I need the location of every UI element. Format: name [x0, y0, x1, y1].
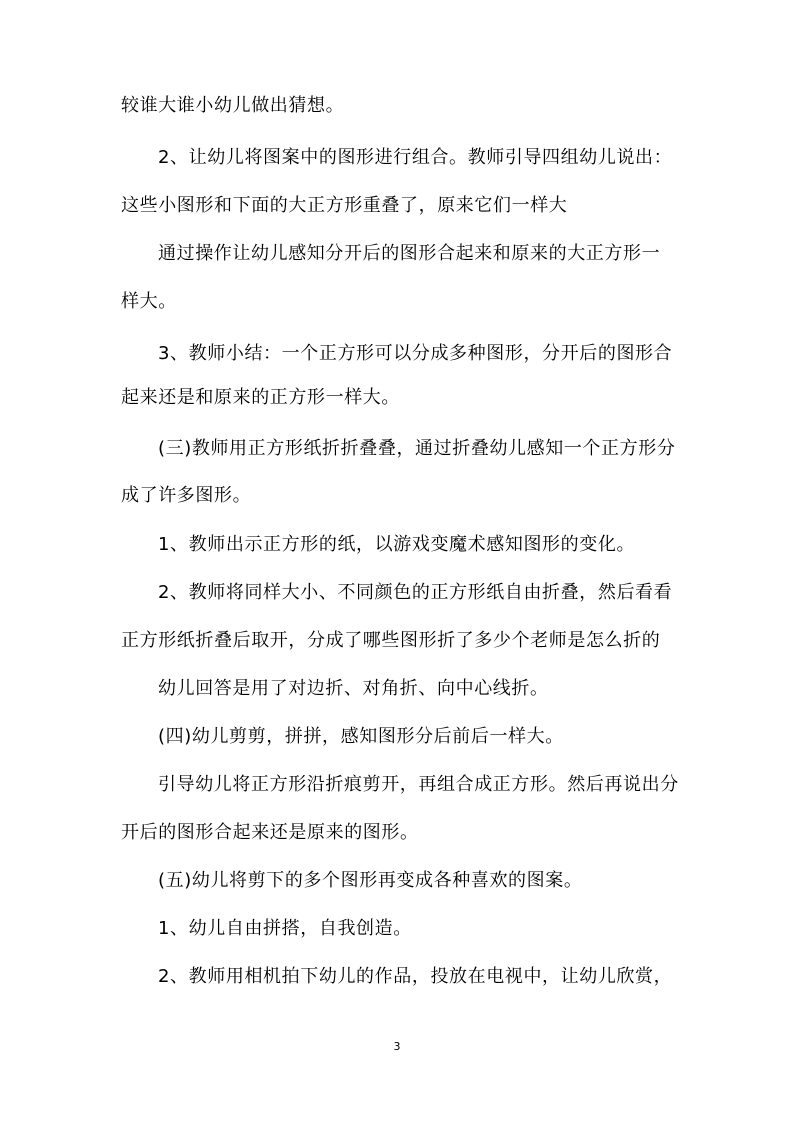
page-number: 3: [393, 1040, 401, 1053]
text-line: 引导幼儿将正方形沿折痕剪开，再组合成正方形。然后再说出分: [158, 774, 679, 795]
text-line: 通过操作让幼儿感知分开后的图形合起来和原来的大正方形一: [158, 243, 661, 264]
text-line: 2、教师将同样大小、不同颜色的正方形纸自由折叠，然后看看: [158, 582, 673, 603]
text-line: 3、教师小结：一个正方形可以分成多种图形，分开后的图形合: [158, 343, 673, 364]
text-line: (四)幼儿剪剪，拼拼，感知图形分后前后一样大。: [158, 726, 564, 747]
text-line: 开后的图形合起来还是原来的图形。: [121, 822, 419, 843]
text-line: 起来还是和原来的正方形一样大。: [121, 387, 400, 408]
text-line: 正方形纸折叠后取开，分成了哪些图形折了多少个老师是怎么折的: [121, 630, 661, 651]
text-line: 成了许多图形。: [121, 485, 252, 506]
text-line: (五)幼儿将剪下的多个图形再变成各种喜欢的图案。: [158, 870, 583, 891]
text-line: (三)教师用正方形纸折折叠叠，通过折叠幼儿感知一个正方形分: [158, 438, 676, 459]
text-line: 2、让幼儿将图案中的图形进行组合。教师引导四组幼儿说出：: [158, 147, 673, 168]
text-line: 2、教师用相机拍下幼儿的作品，投放在电视中，让幼儿欣赏，: [158, 966, 673, 987]
text-line: 样大。: [121, 291, 177, 312]
text-line: 这些小图形和下面的大正方形重叠了，原来它们一样大: [121, 195, 568, 216]
text-line: 幼儿回答是用了对边折、对角折、向中心线折。: [158, 678, 549, 699]
text-line: 1、幼儿自由拼搭，自我创造。: [158, 918, 412, 939]
text-line: 1、教师出示正方形的纸，以游戏变魔术感知图形的变化。: [158, 534, 636, 555]
text-line: 较谁大谁小幼儿做出猜想。: [121, 95, 345, 116]
